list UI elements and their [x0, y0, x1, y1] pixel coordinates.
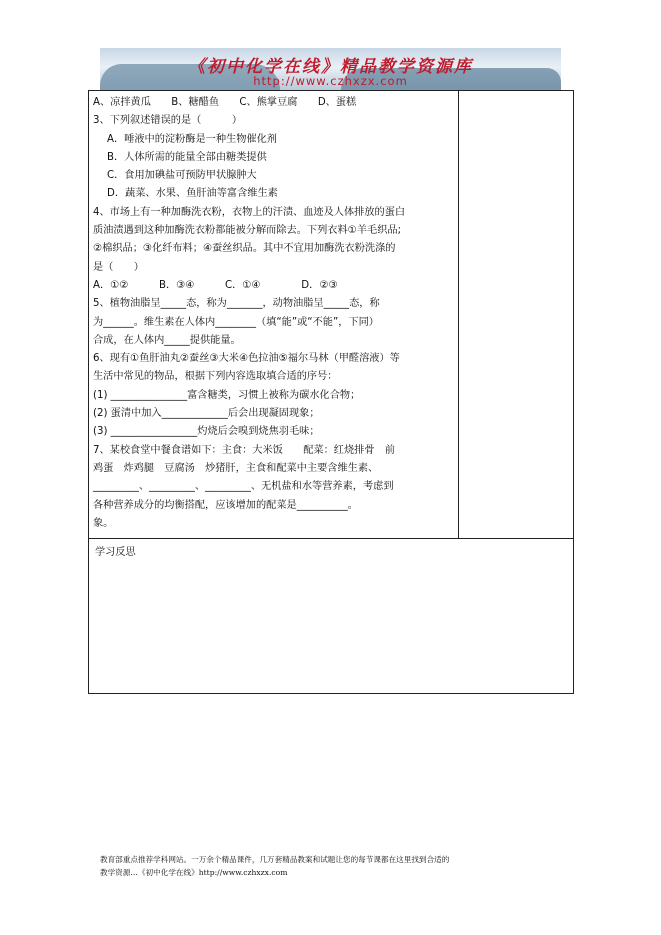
q7-line-3: _________、_________、_________、无机盐和水等营养素，考虑到 — [93, 481, 394, 493]
q6-line-1: 6、现有①鱼肝油丸②蚕丝③大米④色拉油⑤福尔马林（甲醛溶液）等 — [93, 353, 400, 365]
q5-line-1: 5、植物油脂呈_____态，称为_______，动物油脂呈_____态，称 — [93, 298, 380, 310]
banner-title: 《初中化学在线》精品教学资源库 — [188, 57, 473, 77]
q6-item-3: (3) _________________灼烧后会嗅到烧焦羽毛味； — [93, 426, 320, 438]
q3-option-d: D．蔬菜、水果、鱼肝油等富含维生素 — [107, 188, 278, 200]
q7-line-2: 鸡蛋 炸鸡腿 豆腐汤 炒猪肝，主食和配菜中主要含维生素、 — [93, 462, 379, 474]
q7-line-1: 7、某校食堂中餐食谱如下：主食：大米饭 配菜：红烧排骨 前 — [93, 444, 395, 456]
footer-line-1: 教育部重点推荐学科网站。一万余个精品课件，几万套精品教案和试题让您的每节课都在这里找到合适的 — [100, 855, 450, 864]
q3-stem: 3、下列叙述错误的是（ ） — [93, 115, 243, 127]
q6-item-2: (2) 蛋清中加入_____________后会出现凝固现象； — [93, 408, 320, 420]
q4-line-2: 质油渍遇到这种加酶洗衣粉都能被分解而除去。下列衣料①羊毛织品; — [93, 225, 401, 237]
q7-line-4: 各种营养成分的均衡搭配，应该增加的配菜是__________。 — [93, 499, 358, 511]
q5-line-2: 为______。维生素在人体内________（填“能”或“不能”，下同） — [93, 316, 379, 328]
q6-item-1: (1) _______________富含糖类，习惯上被称为碳水化合物； — [93, 389, 361, 401]
q5-line-3: 合成，在人体内_____提供能量。 — [93, 334, 241, 346]
q4-line-3: ②棉织品；③化纤布料；④蚕丝织品。其中不宜用加酶洗衣粉洗涤的 — [93, 243, 396, 255]
reflection-label: 学习反思 — [95, 547, 136, 558]
q2-options: A、凉拌黄瓜 B、糖醋鱼 C、熊掌豆腐 D、蛋糕 — [93, 97, 357, 108]
q4-line-1: 4、市场上有一种加酶洗衣粉，衣物上的汗渍、血迹及人体排放的蛋白 — [93, 206, 406, 218]
trailing-text: 象。 — [93, 517, 114, 529]
q3-option-b: B．人体所需的能量全部由糖类提供 — [107, 151, 267, 163]
q3-option-a: A．唾液中的淀粉酶是一种生物催化剂 — [107, 133, 277, 145]
q3-option-c: C．食用加碘盐可预防甲状腺肿大 — [107, 170, 257, 182]
column-divider — [458, 91, 459, 539]
q6-line-2: 生活中常见的物品，根据下列内容选取填合适的序号： — [93, 371, 338, 383]
banner-url[interactable]: http://www.czhxzx.com — [253, 74, 408, 88]
q4-line-4: 是（ ） — [93, 261, 144, 273]
worksheet-table — [88, 90, 574, 694]
header-banner — [100, 48, 561, 90]
exercise-content — [93, 94, 453, 533]
page-footer — [100, 853, 580, 879]
q4-options: A．①② B．③④ C．①④ D．②③ — [93, 279, 338, 291]
footer-line-2: 教学资源…《初中化学在线》http://www.czhxzx.com — [100, 868, 288, 877]
row-divider — [89, 538, 573, 539]
